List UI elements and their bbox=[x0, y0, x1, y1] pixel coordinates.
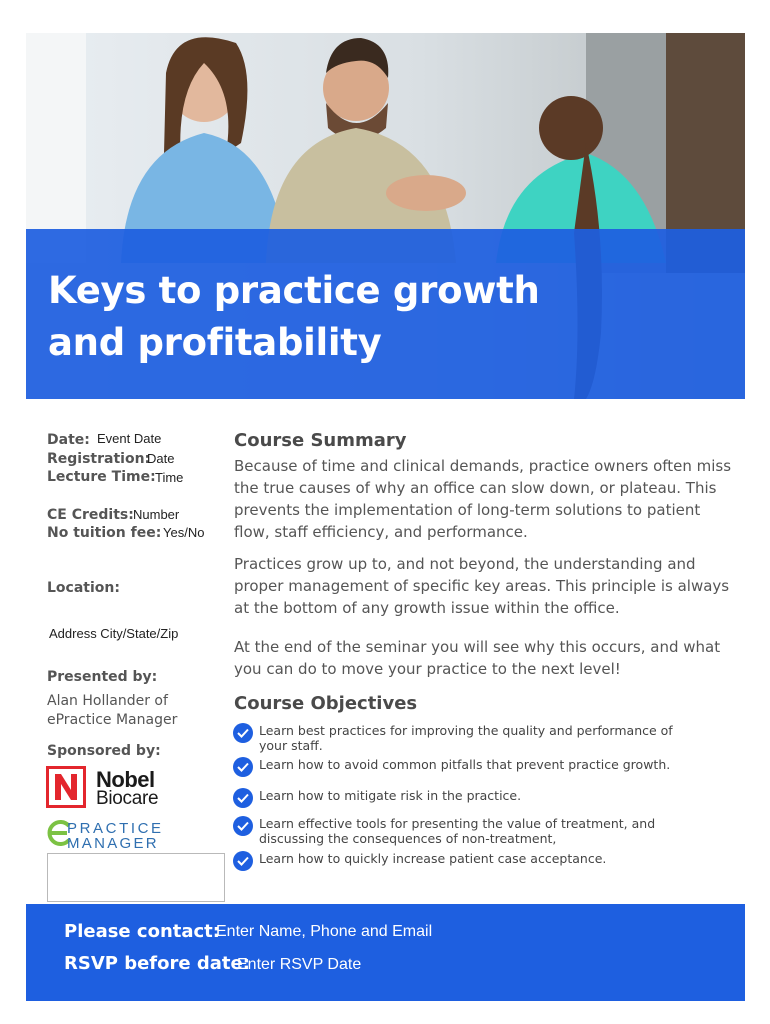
title-line-1: Keys to practice growth bbox=[48, 269, 540, 312]
date-field[interactable]: Event Date bbox=[97, 431, 162, 446]
course-objectives-heading: Course Objectives bbox=[234, 693, 418, 714]
address-field[interactable]: Address City/State/Zip bbox=[49, 626, 179, 641]
epm-logo-line-1: PRACTICE bbox=[67, 820, 164, 837]
presenter-line-1: Alan Hollander of bbox=[47, 693, 168, 709]
contact-footer bbox=[26, 904, 745, 1001]
sponsor-logo-field[interactable] bbox=[47, 853, 225, 902]
nobel-logo-line-1: Nobel bbox=[96, 767, 155, 792]
tuition-field[interactable]: Yes/No bbox=[163, 525, 205, 540]
nobel-logo-icon bbox=[46, 766, 86, 808]
tuition-label: No tuition fee: bbox=[47, 525, 162, 541]
ce-credits-label: CE Credits: bbox=[47, 507, 134, 523]
presenter-line-2: ePractice Manager bbox=[47, 712, 178, 728]
check-icon bbox=[233, 788, 253, 808]
rsvp-label: RSVP before date: bbox=[64, 953, 250, 974]
title-line-2: and profitability bbox=[48, 321, 382, 364]
hero-banner bbox=[26, 33, 745, 399]
contact-field[interactable]: Enter Name, Phone and Email bbox=[216, 923, 433, 940]
ce-credits-field[interactable]: Number bbox=[133, 507, 180, 522]
check-icon bbox=[233, 851, 253, 871]
sponsored-by-label: Sponsored by: bbox=[47, 743, 161, 759]
objective-text: Learn how to avoid common pitfalls that prevent practice growth. bbox=[259, 757, 671, 772]
lecture-time-field[interactable]: Time bbox=[155, 470, 184, 485]
contact-label: Please contact: bbox=[64, 921, 220, 942]
presenter-name bbox=[47, 692, 217, 730]
course-summary-heading: Course Summary bbox=[234, 430, 407, 451]
objective-text: Learn how to mitigate risk in the practice. bbox=[259, 788, 522, 803]
summary-paragraph-3: At the end of the seminar you will see why this occurs, and what you can do to move your practice to the next level! bbox=[234, 638, 721, 678]
objective-text: Learn best practices for improving the quality and performance of your staff. bbox=[259, 723, 673, 753]
date-label: Date: bbox=[47, 432, 90, 448]
check-icon bbox=[233, 816, 253, 836]
objective-text: Learn how to quickly increase patient case acceptance. bbox=[259, 851, 607, 866]
rsvp-field[interactable]: Enter RSVP Date bbox=[237, 956, 362, 973]
presented-by-label: Presented by: bbox=[47, 669, 158, 685]
registration-field[interactable]: Date bbox=[147, 451, 175, 466]
lecture-time-label: Lecture Time: bbox=[47, 469, 156, 485]
summary-paragraph-2: Practices grow up to, and not beyond, the understanding and proper management of specific key areas. This principle is always at the bottom of any growth issue within the office. bbox=[234, 555, 730, 617]
objective-text: Learn effective tools for presenting the value of treatment, and discussing the consequences of non-treatment, bbox=[259, 816, 656, 846]
location-label: Location: bbox=[47, 580, 120, 596]
flyer-title bbox=[48, 265, 540, 369]
check-icon bbox=[233, 757, 253, 777]
nobel-logo-line-2: Biocare bbox=[96, 788, 159, 809]
nobel-biocare-logo bbox=[46, 766, 196, 810]
check-icon bbox=[233, 723, 253, 743]
summary-paragraph-1: Because of time and clinical demands, practice owners often miss the true causes of why an office can slow down, or plateau. This prevents the implementation of long-term solutions to patient flow, staff efficiency, and performance. bbox=[234, 457, 732, 541]
epm-logo-line-2: MANAGER bbox=[67, 835, 159, 852]
epractice-manager-logo bbox=[45, 818, 185, 852]
registration-label: Registration: bbox=[47, 451, 151, 467]
